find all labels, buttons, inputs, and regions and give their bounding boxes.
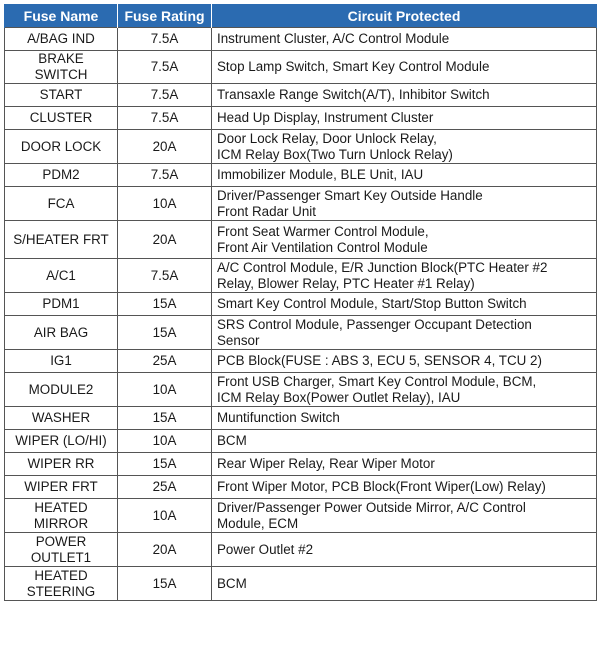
fuse-name: POWER OUTLET1 xyxy=(30,533,92,565)
table-row xyxy=(5,430,597,453)
fuse-rating: 15A xyxy=(152,296,177,311)
circuit-protected-cell xyxy=(212,476,597,499)
fuse-name: FCA xyxy=(47,195,75,211)
fuse-rating-cell xyxy=(118,476,212,499)
fuse-name-cell xyxy=(5,533,118,567)
circuit-protected: A/C Control Module, E/R Junction Block(PTC Heater #2 Relay, Blower Relay, PTC Heater #1 Relay) xyxy=(217,259,548,291)
fuse-name-cell xyxy=(5,259,118,293)
fuse-rating: 7.5A xyxy=(150,87,179,102)
fuse-rating-cell xyxy=(118,130,212,164)
circuit-protected: SRS Control Module, Passenger Occupant Detection Sensor xyxy=(217,316,532,348)
circuit-protected-cell xyxy=(212,407,597,430)
fuse-name: A/BAG IND xyxy=(27,31,95,46)
fuse-rating: 15A xyxy=(152,575,177,591)
header-circuit-protected: Circuit Protected xyxy=(212,5,597,28)
fuse-name: A/C1 xyxy=(46,267,76,283)
circuit-protected: Driver/Passenger Power Outside Mirror, A/C Control Module, ECM xyxy=(217,499,526,531)
fuse-rating: 20A xyxy=(152,541,177,557)
circuit-protected-cell xyxy=(212,293,597,316)
fuse-rating-cell xyxy=(118,164,212,187)
fuse-name-cell xyxy=(5,453,118,476)
circuit-protected-cell xyxy=(212,533,597,567)
circuit-protected: Door Lock Relay, Door Unlock Relay, ICM Relay Box(Two Turn Unlock Relay) xyxy=(217,130,453,162)
circuit-protected: Immobilizer Module, BLE Unit, IAU xyxy=(217,167,424,182)
fuse-rating-cell xyxy=(118,430,212,453)
circuit-protected: Front Wiper Motor, PCB Block(Front Wiper(Low) Relay) xyxy=(217,479,546,494)
table-row xyxy=(5,221,597,259)
fuse-rating-cell xyxy=(118,373,212,407)
fuse-rating: 7.5A xyxy=(150,167,179,182)
fuse-rating-cell xyxy=(118,28,212,51)
fuse-rating-cell xyxy=(118,533,212,567)
fuse-name-cell xyxy=(5,130,118,164)
fuse-name: START xyxy=(39,87,83,102)
circuit-protected: Instrument Cluster, A/C Control Module xyxy=(217,31,450,46)
circuit-protected: Front USB Charger, Smart Key Control Module, BCM, ICM Relay Box(Power Outlet Relay), IAU xyxy=(217,373,537,405)
fuse-rating-cell xyxy=(118,51,212,84)
fuse-rating: 20A xyxy=(152,138,177,154)
fuse-rating-cell xyxy=(118,107,212,130)
circuit-protected: Stop Lamp Switch, Smart Key Control Module xyxy=(217,59,490,74)
fuse-rating-cell xyxy=(118,316,212,350)
table-header xyxy=(5,5,597,28)
fuse-name-cell xyxy=(5,407,118,430)
fuse-rating-cell xyxy=(118,407,212,430)
circuit-protected-cell xyxy=(212,221,597,259)
circuit-protected-cell xyxy=(212,430,597,453)
fuse-name: HEATED STEERING xyxy=(26,567,96,599)
fuse-name: DOOR LOCK xyxy=(20,138,102,154)
circuit-protected: BCM xyxy=(217,575,247,591)
fuse-rating: 20A xyxy=(152,231,177,247)
fuse-name-cell xyxy=(5,316,118,350)
fuse-name-cell xyxy=(5,221,118,259)
fuse-name-cell xyxy=(5,107,118,130)
fuse-rating: 7.5A xyxy=(150,267,179,283)
fuse-rating: 7.5A xyxy=(150,59,179,74)
fuse-name: WIPER RR xyxy=(27,456,95,471)
fuse-name: PDM2 xyxy=(42,167,80,182)
circuit-protected-cell xyxy=(212,350,597,373)
header-fuse-rating: Fuse Rating xyxy=(118,5,212,28)
circuit-protected-cell xyxy=(212,259,597,293)
fuse-rating: 25A xyxy=(152,353,177,368)
fuse-table xyxy=(4,4,597,601)
fuse-name-cell xyxy=(5,499,118,533)
fuse-name-cell xyxy=(5,373,118,407)
circuit-protected: Rear Wiper Relay, Rear Wiper Motor xyxy=(217,456,435,471)
circuit-protected-cell xyxy=(212,453,597,476)
table-row xyxy=(5,107,597,130)
fuse-rating: 15A xyxy=(152,324,177,340)
fuse-name-cell xyxy=(5,430,118,453)
fuse-rating-cell xyxy=(118,567,212,601)
fuse-rating-cell xyxy=(118,221,212,259)
fuse-name-cell xyxy=(5,28,118,51)
fuse-name: MODULE2 xyxy=(28,381,94,397)
circuit-protected-cell xyxy=(212,164,597,187)
fuse-name-cell xyxy=(5,476,118,499)
fuse-rating: 7.5A xyxy=(150,31,179,46)
circuit-protected: Smart Key Control Module, Start/Stop Button Switch xyxy=(217,296,527,311)
header-fuse-name: Fuse Name xyxy=(5,5,118,28)
circuit-protected: BCM xyxy=(217,433,247,448)
table-body xyxy=(5,28,597,601)
fuse-name: S/HEATER FRT xyxy=(13,231,109,247)
fuse-rating-cell xyxy=(118,350,212,373)
fuse-name-cell xyxy=(5,187,118,221)
fuse-name: AIR BAG xyxy=(33,324,89,340)
fuse-name: BRAKE SWITCH xyxy=(34,51,88,82)
circuit-protected-cell xyxy=(212,499,597,533)
fuse-rating: 25A xyxy=(152,479,177,494)
circuit-protected-cell xyxy=(212,51,597,84)
fuse-rating: 10A xyxy=(152,433,177,448)
circuit-protected: Muntifunction Switch xyxy=(217,410,340,425)
fuse-rating: 15A xyxy=(152,410,177,425)
circuit-protected: Driver/Passenger Smart Key Outside Handle Front Radar Unit xyxy=(217,187,483,219)
circuit-protected: Front Seat Warmer Control Module, Front Air Ventilation Control Module xyxy=(217,223,429,255)
table-row xyxy=(5,187,597,221)
table-row xyxy=(5,499,597,533)
fuse-name-cell xyxy=(5,567,118,601)
fuse-rating-cell xyxy=(118,453,212,476)
circuit-protected-cell xyxy=(212,187,597,221)
fuse-name-cell xyxy=(5,51,118,84)
table-row xyxy=(5,350,597,373)
table-row xyxy=(5,84,597,107)
circuit-protected-cell xyxy=(212,84,597,107)
table-row xyxy=(5,28,597,51)
fuse-name-cell xyxy=(5,164,118,187)
circuit-protected-cell xyxy=(212,373,597,407)
circuit-protected: Transaxle Range Switch(A/T), Inhibitor Switch xyxy=(217,87,490,102)
circuit-protected-cell xyxy=(212,316,597,350)
fuse-rating: 15A xyxy=(152,456,177,471)
fuse-rating: 10A xyxy=(152,507,177,523)
fuse-name: IG1 xyxy=(50,353,72,368)
fuse-rating: 10A xyxy=(152,381,177,397)
fuse-rating-cell xyxy=(118,499,212,533)
header-row xyxy=(5,5,597,28)
fuse-name-cell xyxy=(5,84,118,107)
circuit-protected: PCB Block(FUSE : ABS 3, ECU 5, SENSOR 4, TCU 2) xyxy=(217,353,542,368)
circuit-protected-cell xyxy=(212,130,597,164)
circuit-protected-cell xyxy=(212,567,597,601)
fuse-name-cell xyxy=(5,350,118,373)
table-row xyxy=(5,164,597,187)
table-row xyxy=(5,293,597,316)
fuse-rating-cell xyxy=(118,84,212,107)
fuse-rating-cell xyxy=(118,187,212,221)
circuit-protected: Power Outlet #2 xyxy=(217,541,314,557)
table-row xyxy=(5,533,597,567)
fuse-name: PDM1 xyxy=(42,296,80,311)
circuit-protected: Head Up Display, Instrument Cluster xyxy=(217,110,434,125)
table-row xyxy=(5,130,597,164)
table-row xyxy=(5,476,597,499)
fuse-name: WASHER xyxy=(31,410,91,425)
fuse-name: WIPER FRT xyxy=(24,479,98,494)
fuse-name: HEATED MIRROR xyxy=(33,499,89,531)
table-row xyxy=(5,316,597,350)
circuit-protected-cell xyxy=(212,28,597,51)
fuse-name-cell xyxy=(5,293,118,316)
fuse-rating: 10A xyxy=(152,195,177,211)
fuse-name: WIPER (LO/HI) xyxy=(15,433,107,448)
fuse-rating: 7.5A xyxy=(150,110,179,125)
table-row xyxy=(5,567,597,601)
fuse-rating-cell xyxy=(118,293,212,316)
fuse-rating-cell xyxy=(118,259,212,293)
fuse-name: CLUSTER xyxy=(29,110,93,125)
circuit-protected-cell xyxy=(212,107,597,130)
table-row xyxy=(5,453,597,476)
table-row xyxy=(5,51,597,84)
table-row xyxy=(5,407,597,430)
table-row xyxy=(5,373,597,407)
table-row xyxy=(5,259,597,293)
